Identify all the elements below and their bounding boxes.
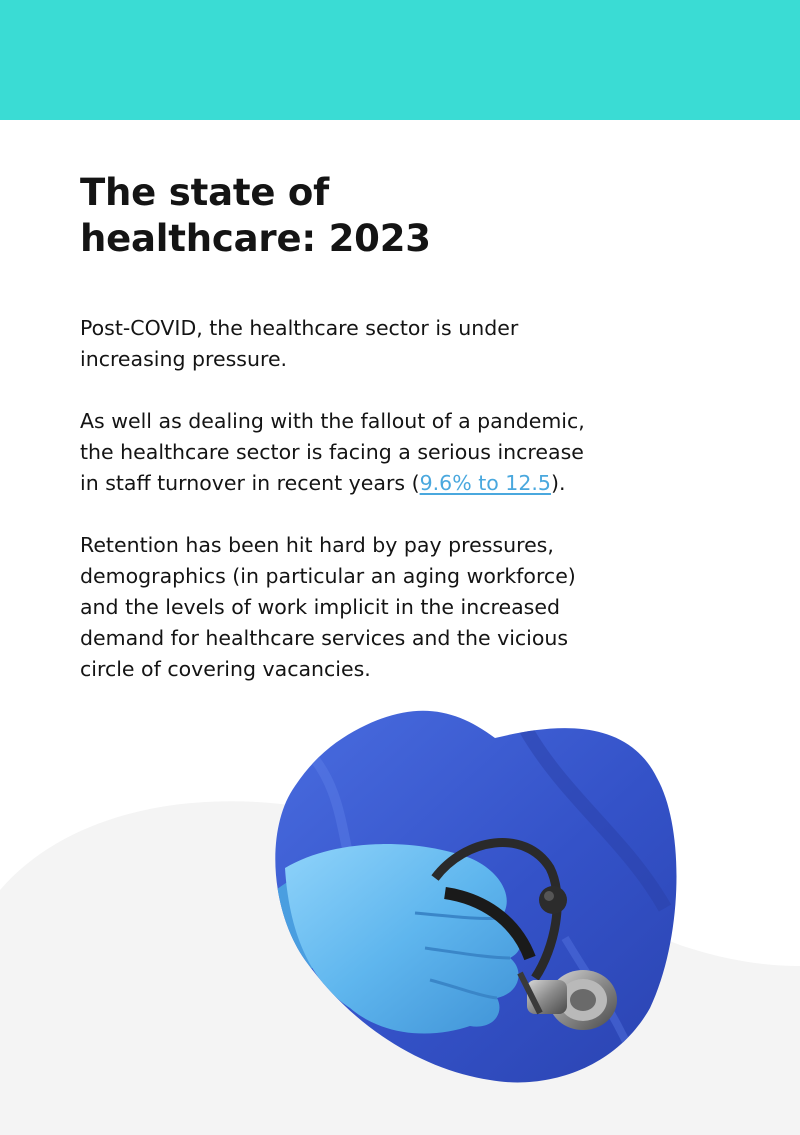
- page-title: [80, 170, 640, 262]
- paragraph-text: in staff turnover in recent years (: [80, 471, 420, 495]
- paragraph-text: ).: [550, 471, 566, 495]
- paragraph-line: demand for healthcare services and the vicious: [80, 626, 569, 650]
- stethoscope-photo: [265, 708, 685, 1088]
- paragraph-retention: [80, 530, 700, 685]
- body-text: [80, 313, 700, 716]
- turnover-stat-link[interactable]: 9.6% to 12.5: [419, 471, 551, 495]
- title-line-2: healthcare: 2023: [80, 217, 431, 260]
- paragraph-line: Post-COVID, the healthcare sector is under: [80, 316, 519, 340]
- paragraph-line: Retention has been hit hard by pay pressures,: [80, 533, 554, 557]
- paragraph-line: demographics (in particular an aging workforce): [80, 564, 576, 588]
- paragraph-line: increasing pressure.: [80, 347, 288, 371]
- paragraph-line: As well as dealing with the fallout of a pandemic,: [80, 409, 585, 433]
- paragraph-turnover: [80, 406, 700, 499]
- title-line-1: The state of: [80, 171, 330, 214]
- paragraph-line: and the levels of work implicit in the increased: [80, 595, 560, 619]
- paragraph-line: the healthcare sector is facing a serious increase: [80, 440, 584, 464]
- paragraph-intro: [80, 313, 700, 375]
- paragraph-line: circle of covering vacancies.: [80, 657, 371, 681]
- paragraph-line: [80, 468, 700, 499]
